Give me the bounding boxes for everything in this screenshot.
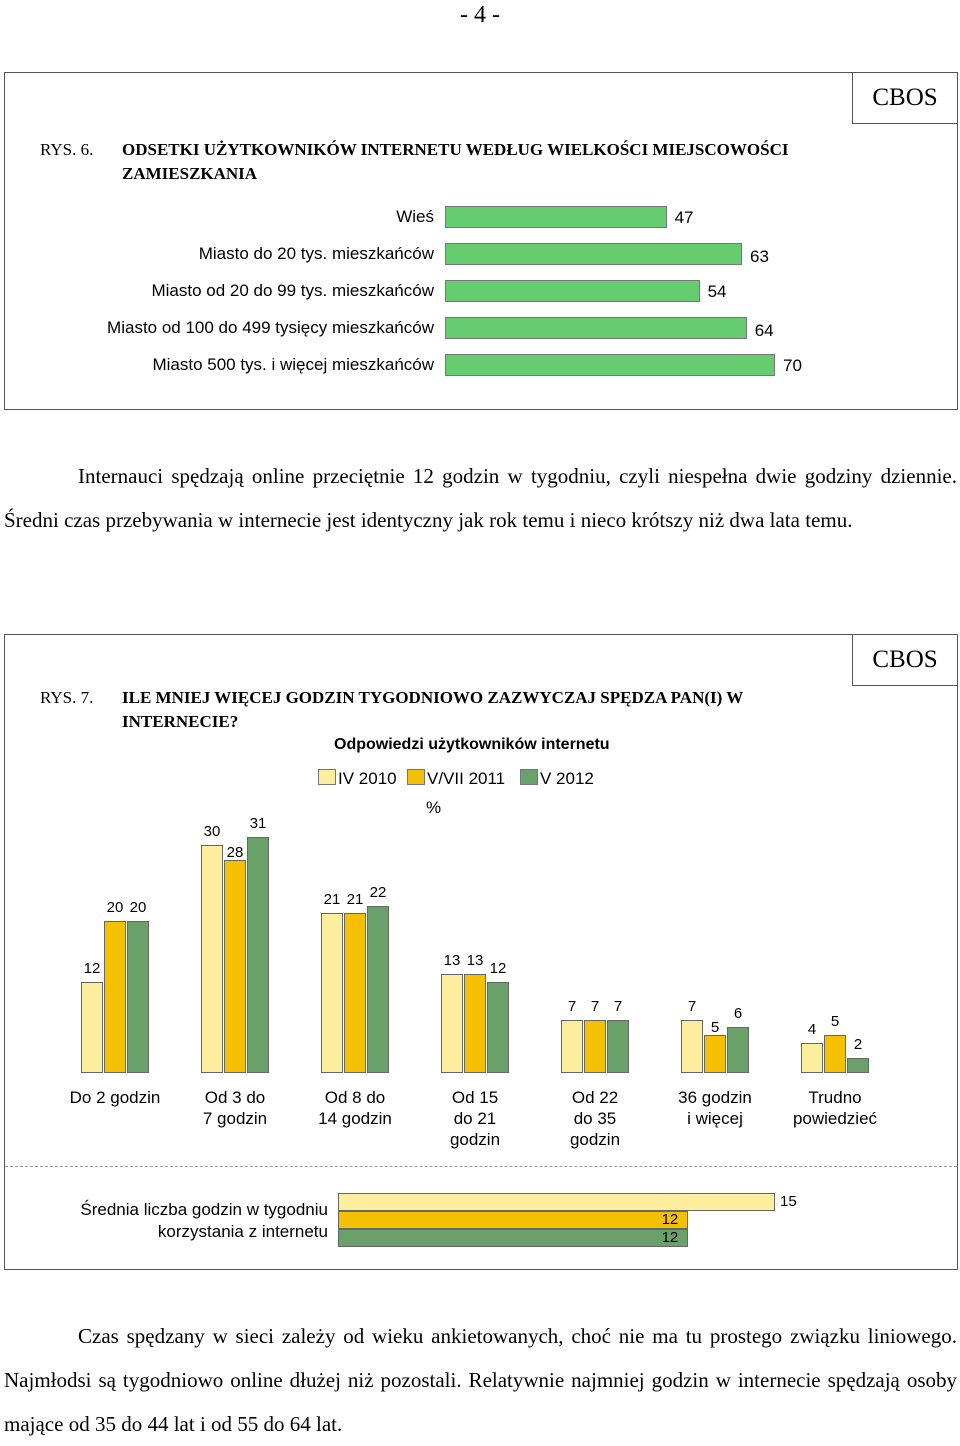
category-label-line: Od 8 do (324, 1088, 386, 1107)
category-label-line: 7 godzin (202, 1109, 268, 1128)
category-label-line: Od 3 do (204, 1088, 266, 1107)
legend-item-v-2012: V 2012 (520, 769, 594, 789)
bar-value-label: 7 (687, 997, 697, 1015)
category-label-line: Od 22 (571, 1088, 619, 1107)
bar (801, 1043, 823, 1073)
figure-7-number: RYS. 7. (40, 688, 94, 707)
category-label (55, 1087, 175, 1108)
bar-value-label: 64 (754, 321, 774, 340)
bar-value-label: 21 (346, 891, 364, 909)
bar-value-label: 47 (674, 208, 694, 227)
category-label-line: do 21 (453, 1109, 497, 1128)
category-label-line: do 35 (573, 1109, 617, 1128)
legend-item-iv-2010: IV 2010 (318, 769, 397, 789)
bar-value-label: 30 (203, 822, 221, 840)
bar-label: Miasto od 20 do 99 tys. mieszkańców (151, 281, 434, 300)
bar (607, 1020, 629, 1073)
category-label (295, 1087, 415, 1129)
bar (847, 1058, 869, 1073)
bar-value-label: 13 (466, 952, 484, 970)
legend-swatch-v-2012 (520, 769, 538, 785)
bar (321, 913, 343, 1073)
category-label-line: godzin (449, 1130, 501, 1149)
bar-value-label: 12 (83, 959, 101, 977)
bar (344, 913, 366, 1073)
bar-value-label: 5 (830, 1012, 840, 1030)
bar-value-label: 7 (590, 997, 600, 1015)
bar (704, 1035, 726, 1073)
bar-value-label: 70 (783, 356, 802, 375)
paragraph-2: Czas spędzany w sieci zależy od wieku ankietowanych, choć nie ma tu prostego związku liniowego. Najmłodsi są tygodniowo online dłużej niż pozostali. Relatywnie najmniej godzin w internecie spędzają osoby mające od 35 do 44 lat i od 55 do 64 lat. (4, 1324, 957, 1436)
figure-6-number: RYS. 6. (40, 140, 94, 159)
category-label-line: Trudno (808, 1088, 862, 1107)
average-label (40, 1199, 328, 1243)
category-label-line: 14 godzin (318, 1109, 392, 1128)
bar-value-label: 12 (489, 959, 507, 977)
bar-value-label: 2 (853, 1035, 863, 1053)
cbos-badge-fig6: CBOS (852, 72, 958, 124)
figure-7-subtitle: Odpowiedzi użytkowników internetu (334, 736, 610, 753)
cbos-badge-fig7: CBOS (852, 634, 958, 686)
bar (487, 982, 509, 1073)
bar (445, 317, 747, 339)
category-label (655, 1087, 775, 1129)
page-number: - 4 - (460, 2, 500, 28)
bar (445, 354, 775, 376)
bar-label: Miasto od 100 do 499 tysięcy mieszkańców (107, 318, 434, 337)
bar (104, 921, 126, 1073)
category-label-line: Do 2 godzin (69, 1088, 161, 1107)
bar-value-label: 5 (710, 1018, 720, 1036)
figure-6-title: ODSETKI UŻYTKOWNIKÓW INTERNETU WEDŁUG WIELKOŚCI MIEJSCOWOŚCI ZAMIESZKANIA (122, 140, 789, 183)
bar-value-label: 6 (733, 1005, 743, 1023)
bar-value-label: 31 (249, 815, 267, 832)
category-label-line: godzin (569, 1130, 621, 1149)
category-label-line: i więcej (687, 1109, 743, 1128)
category-label-line: powiedzieć (792, 1109, 878, 1128)
separator-line (5, 1166, 957, 1167)
legend-swatch-v-vii-2011 (407, 769, 425, 785)
bar-value-label: 20 (106, 898, 124, 916)
bar-value-label: 12 (661, 1211, 679, 1228)
bar-value-label: 63 (750, 247, 769, 266)
bar (224, 860, 246, 1073)
bar-value-label: 22 (369, 883, 387, 901)
bar (445, 243, 742, 265)
bar (445, 280, 700, 302)
bar-value-label: 4 (807, 1020, 817, 1038)
bar (201, 845, 223, 1073)
bar (445, 206, 667, 228)
bar-value-label: 7 (567, 997, 577, 1015)
bar-value-label: 13 (443, 952, 461, 970)
category-label (535, 1087, 655, 1150)
category-label (175, 1087, 295, 1129)
category-label (415, 1087, 535, 1150)
bar (247, 837, 269, 1073)
bar-label: Wieś (396, 207, 434, 226)
bar (584, 1020, 606, 1073)
bar (561, 1020, 583, 1073)
bar (81, 982, 103, 1073)
average-label-line-2: korzystania z internetu (157, 1222, 328, 1241)
bar (338, 1211, 688, 1229)
category-label (775, 1087, 895, 1129)
bar (127, 921, 149, 1073)
bar-value-label: 12 (661, 1229, 679, 1246)
bar-label: Miasto do 20 tys. mieszkańców (198, 244, 434, 263)
average-label-line-1: Średnia liczba godzin w tygodniu (80, 1200, 328, 1219)
figure-7-title: ILE MNIEJ WIĘCEJ GODZIN TYGODNIOWO ZAZWYCZAJ SPĘDZA PAN(I) W INTERNECIE? (122, 688, 743, 731)
bar-label: Miasto 500 tys. i więcej mieszkańców (152, 355, 434, 374)
bar-value-label: 21 (323, 891, 341, 909)
bar (727, 1027, 749, 1073)
paragraph-1: Internauci spędzają online przeciętnie 12 godzin w tygodniu, czyli niespełna dwie godziny dziennie. Średni czas przebywania w internecie jest identyczny jak rok temu i nieco krótszy niż dwa lata temu. (4, 464, 957, 532)
bar (367, 906, 389, 1073)
bar-value-label: 15 (780, 1193, 797, 1210)
bar (464, 974, 486, 1073)
unit-label: % (426, 798, 442, 817)
category-label-line: 36 godzin (678, 1088, 752, 1107)
bar (338, 1193, 775, 1211)
bar (441, 974, 463, 1073)
legend-item-v-vii-2011: V/VII 2011 (407, 769, 505, 789)
category-label-line: Od 15 (451, 1088, 499, 1107)
legend-swatch-iv-2010 (318, 769, 336, 785)
bar-value-label: 20 (129, 898, 147, 916)
bar (338, 1229, 688, 1247)
bar-value-label: 28 (226, 843, 244, 861)
bar-value-label: 7 (613, 997, 623, 1015)
bar-value-label: 54 (707, 282, 727, 301)
